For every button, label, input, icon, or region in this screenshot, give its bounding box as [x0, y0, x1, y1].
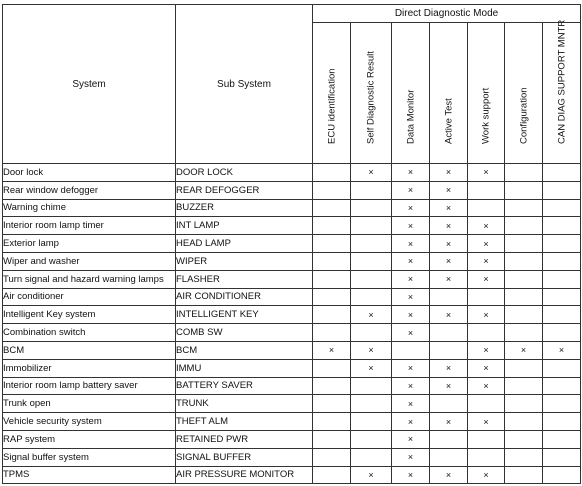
system-cell: Door lock — [3, 164, 176, 182]
supported-mark: × — [430, 466, 468, 484]
direct-diagnostic-mode-header: Direct Diagnostic Mode — [313, 5, 581, 23]
mode-cell — [313, 235, 351, 253]
system-cell: RAP system — [3, 430, 176, 448]
supported-mark: × — [392, 377, 430, 395]
mode-header-can-diag-support-mntr: CAN DIAG SUPPORT MNTR — [543, 23, 581, 164]
mode-cell — [351, 377, 392, 395]
mode-cell — [505, 377, 543, 395]
mode-header-configuration: Configuration — [505, 23, 543, 164]
table-row — [3, 181, 581, 199]
mode-cell — [430, 288, 468, 306]
supported-mark: × — [351, 306, 392, 324]
supported-mark: × — [468, 252, 505, 270]
mode-cell — [351, 288, 392, 306]
supported-mark: × — [392, 270, 430, 288]
system-cell: Rear window defogger — [3, 181, 176, 199]
mode-cell — [543, 395, 581, 413]
table-row — [3, 413, 581, 431]
supported-mark: × — [468, 341, 505, 359]
mode-cell — [351, 217, 392, 235]
mode-cell — [468, 448, 505, 466]
supported-mark: × — [430, 181, 468, 199]
mode-cell — [313, 395, 351, 413]
mode-cell — [505, 466, 543, 484]
supported-mark: × — [392, 164, 430, 182]
table-body — [3, 164, 581, 484]
table-row — [3, 341, 581, 359]
mode-cell — [543, 359, 581, 377]
table-row — [3, 377, 581, 395]
supported-mark: × — [392, 217, 430, 235]
mode-cell — [543, 377, 581, 395]
supported-mark: × — [468, 306, 505, 324]
mode-cell — [351, 199, 392, 217]
mode-cell — [313, 413, 351, 431]
sub-system-cell: BCM — [176, 341, 313, 359]
supported-mark: × — [430, 306, 468, 324]
supported-mark: × — [468, 413, 505, 431]
mode-cell — [351, 235, 392, 253]
mode-cell — [468, 395, 505, 413]
mode-cell — [313, 466, 351, 484]
table-row — [3, 199, 581, 217]
mode-cell — [543, 466, 581, 484]
table-row — [3, 270, 581, 288]
supported-mark: × — [392, 430, 430, 448]
mode-cell — [505, 270, 543, 288]
mode-cell — [313, 377, 351, 395]
mode-cell — [351, 448, 392, 466]
mode-cell — [468, 181, 505, 199]
system-cell: Signal buffer system — [3, 448, 176, 466]
mode-cell — [543, 413, 581, 431]
supported-mark: × — [392, 466, 430, 484]
supported-mark: × — [430, 270, 468, 288]
sub-system-cell: DOOR LOCK — [176, 164, 313, 182]
supported-mark: × — [468, 235, 505, 253]
table-row — [3, 217, 581, 235]
mode-cell — [392, 341, 430, 359]
supported-mark: × — [392, 235, 430, 253]
mode-cell — [543, 324, 581, 342]
supported-mark: × — [430, 252, 468, 270]
sub-system-cell: BUZZER — [176, 199, 313, 217]
mode-cell — [351, 430, 392, 448]
supported-mark: × — [468, 466, 505, 484]
supported-mark: × — [468, 270, 505, 288]
mode-cell — [505, 430, 543, 448]
mode-cell — [313, 199, 351, 217]
mode-cell — [505, 181, 543, 199]
supported-mark: × — [468, 164, 505, 182]
mode-cell — [313, 164, 351, 182]
sub-system-cell: INT LAMP — [176, 217, 313, 235]
system-cell: Turn signal and hazard warning lamps — [3, 270, 176, 288]
mode-cell — [505, 359, 543, 377]
supported-mark: × — [392, 306, 430, 324]
system-cell: Air conditioner — [3, 288, 176, 306]
mode-cell — [505, 324, 543, 342]
sub-system-cell: TRUNK — [176, 395, 313, 413]
system-header: System — [3, 5, 176, 164]
mode-cell — [468, 288, 505, 306]
table-row — [3, 235, 581, 253]
mode-cell — [430, 324, 468, 342]
supported-mark: × — [468, 217, 505, 235]
sub-system-cell: AIR CONDITIONER — [176, 288, 313, 306]
mode-cell — [505, 199, 543, 217]
supported-mark: × — [392, 324, 430, 342]
mode-cell — [313, 324, 351, 342]
supported-mark: × — [392, 252, 430, 270]
sub-system-header: Sub System — [176, 5, 313, 164]
system-cell: Wiper and washer — [3, 252, 176, 270]
system-cell: Vehicle security system — [3, 413, 176, 431]
supported-mark: × — [313, 341, 351, 359]
supported-mark: × — [468, 359, 505, 377]
table-row — [3, 324, 581, 342]
table-row — [3, 252, 581, 270]
mode-cell — [543, 181, 581, 199]
table-row — [3, 306, 581, 324]
supported-mark: × — [351, 359, 392, 377]
table-row — [3, 466, 581, 484]
mode-cell — [543, 270, 581, 288]
supported-mark: × — [392, 448, 430, 466]
supported-mark: × — [392, 199, 430, 217]
sub-system-cell: COMB SW — [176, 324, 313, 342]
system-cell: Interior room lamp battery saver — [3, 377, 176, 395]
table-row — [3, 288, 581, 306]
mode-cell — [313, 181, 351, 199]
sub-system-cell: HEAD LAMP — [176, 235, 313, 253]
mode-cell — [543, 217, 581, 235]
supported-mark: × — [351, 341, 392, 359]
sub-system-cell: SIGNAL BUFFER — [176, 448, 313, 466]
mode-cell — [313, 359, 351, 377]
sub-system-cell: FLASHER — [176, 270, 313, 288]
mode-cell — [505, 217, 543, 235]
supported-mark: × — [430, 359, 468, 377]
mode-cell — [313, 430, 351, 448]
system-cell: Immobilizer — [3, 359, 176, 377]
mode-cell — [351, 413, 392, 431]
supported-mark: × — [505, 341, 543, 359]
mode-header-work-support: Work support — [468, 23, 505, 164]
mode-header-data-monitor: Data Monitor — [392, 23, 430, 164]
supported-mark: × — [392, 288, 430, 306]
table-row — [3, 430, 581, 448]
mode-cell — [313, 252, 351, 270]
sub-system-cell: BATTERY SAVER — [176, 377, 313, 395]
mode-cell — [430, 430, 468, 448]
mode-header-ecu-identification: ECU identification — [313, 23, 351, 164]
sub-system-cell: RETAINED PWR — [176, 430, 313, 448]
supported-mark: × — [430, 413, 468, 431]
table-row — [3, 359, 581, 377]
table-row — [3, 164, 581, 182]
supported-mark: × — [430, 377, 468, 395]
mode-header-active-test: Active Test — [430, 23, 468, 164]
system-cell: TPMS — [3, 466, 176, 484]
mode-cell — [543, 448, 581, 466]
system-cell: Interior room lamp timer — [3, 217, 176, 235]
system-cell: Trunk open — [3, 395, 176, 413]
mode-cell — [543, 199, 581, 217]
sub-system-cell: AIR PRESSURE MONITOR — [176, 466, 313, 484]
supported-mark: × — [392, 395, 430, 413]
system-cell: Warning chime — [3, 199, 176, 217]
mode-cell — [505, 235, 543, 253]
mode-cell — [505, 288, 543, 306]
sub-system-cell: REAR DEFOGGER — [176, 181, 313, 199]
mode-cell — [505, 413, 543, 431]
table-row — [3, 448, 581, 466]
supported-mark: × — [430, 199, 468, 217]
mode-cell — [430, 448, 468, 466]
mode-cell — [505, 448, 543, 466]
sub-system-cell: THEFT ALM — [176, 413, 313, 431]
diagnostic-mode-table — [2, 4, 581, 484]
mode-cell — [430, 395, 468, 413]
supported-mark: × — [351, 466, 392, 484]
mode-cell — [351, 324, 392, 342]
supported-mark: × — [392, 359, 430, 377]
sub-system-cell: WIPER — [176, 252, 313, 270]
mode-cell — [351, 395, 392, 413]
mode-cell — [543, 164, 581, 182]
mode-cell — [505, 164, 543, 182]
supported-mark: × — [430, 217, 468, 235]
mode-cell — [430, 341, 468, 359]
system-cell: Intelligent Key system — [3, 306, 176, 324]
sub-system-cell: IMMU — [176, 359, 313, 377]
mode-cell — [505, 306, 543, 324]
mode-cell — [505, 252, 543, 270]
system-cell: Exterior lamp — [3, 235, 176, 253]
supported-mark: × — [351, 164, 392, 182]
sub-system-cell: INTELLIGENT KEY — [176, 306, 313, 324]
mode-cell — [351, 270, 392, 288]
mode-cell — [543, 235, 581, 253]
mode-cell — [543, 430, 581, 448]
mode-cell — [468, 199, 505, 217]
mode-cell — [313, 306, 351, 324]
supported-mark: × — [430, 235, 468, 253]
mode-cell — [543, 252, 581, 270]
system-cell: BCM — [3, 341, 176, 359]
mode-cell — [351, 181, 392, 199]
mode-cell — [468, 324, 505, 342]
table-row — [3, 395, 581, 413]
supported-mark: × — [392, 413, 430, 431]
supported-mark: × — [430, 164, 468, 182]
mode-cell — [543, 288, 581, 306]
supported-mark: × — [468, 377, 505, 395]
mode-cell — [543, 306, 581, 324]
mode-cell — [313, 288, 351, 306]
mode-cell — [313, 270, 351, 288]
mode-header-self-diagnostic-result: Self Diagnostic Result — [351, 23, 392, 164]
mode-cell — [468, 430, 505, 448]
system-cell: Combination switch — [3, 324, 176, 342]
mode-cell — [351, 252, 392, 270]
mode-cell — [505, 395, 543, 413]
supported-mark: × — [543, 341, 581, 359]
mode-cell — [313, 217, 351, 235]
mode-cell — [313, 448, 351, 466]
supported-mark: × — [392, 181, 430, 199]
